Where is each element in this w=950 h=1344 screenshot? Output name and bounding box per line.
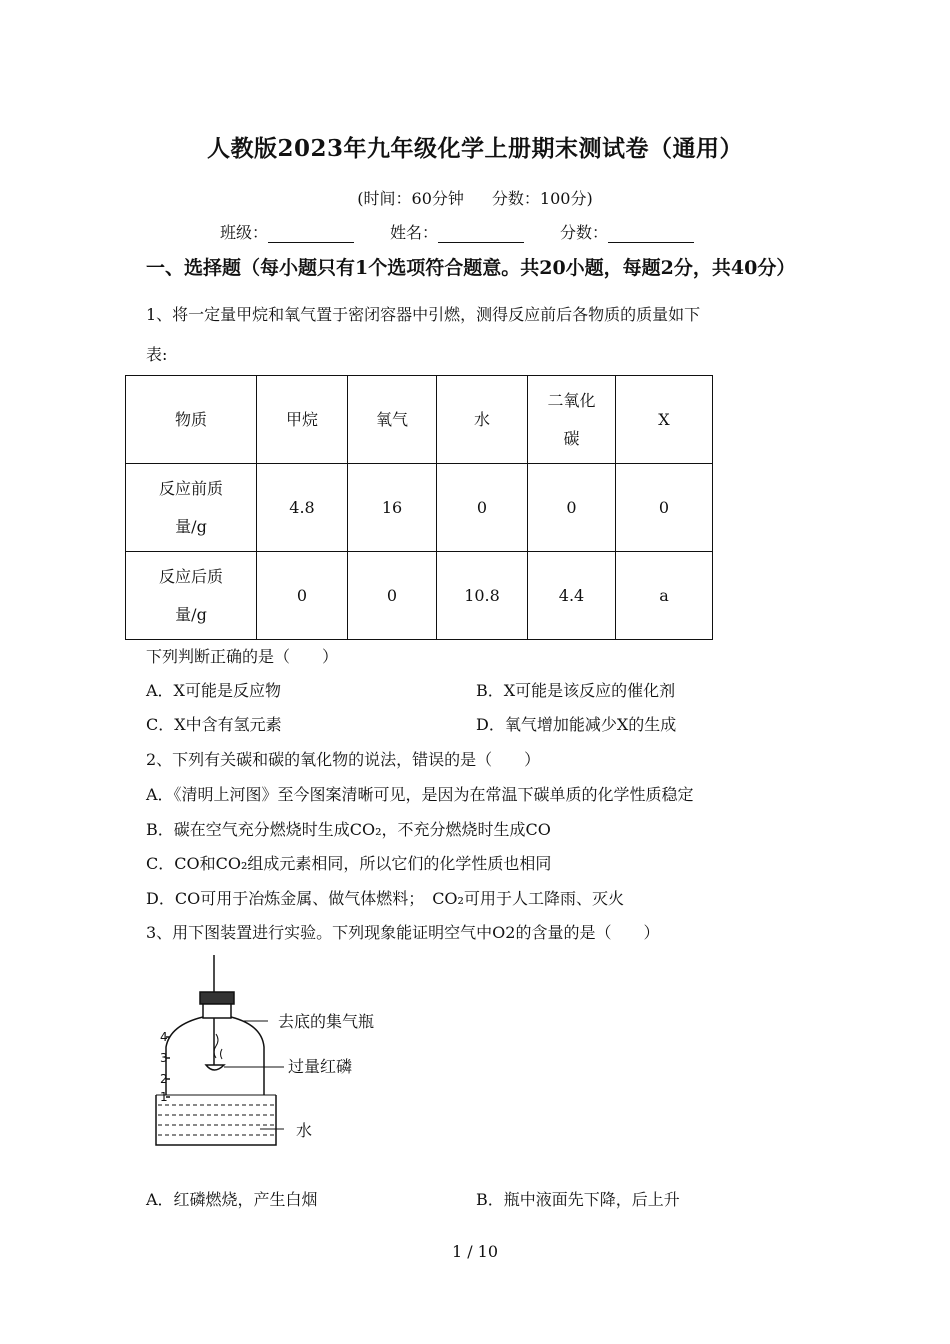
scale-label: 1 xyxy=(160,1090,168,1104)
table-cell: 4.4 xyxy=(528,552,616,640)
q1-prompt: 下列判断正确的是（ ） xyxy=(146,647,339,666)
water-label: 水 xyxy=(296,1121,313,1140)
score-label: 分数： xyxy=(560,223,609,242)
class-blank[interactable] xyxy=(268,226,354,243)
table-cell: 4.8 xyxy=(257,464,348,552)
table-cell: 0 xyxy=(528,464,616,552)
table-cell: 0 xyxy=(348,552,437,640)
table-cell: 0 xyxy=(257,552,348,640)
page-title: 人教版2023年九年级化学上册期末测试卷（通用） xyxy=(206,135,743,162)
mass-table xyxy=(125,375,713,640)
name-blank[interactable] xyxy=(438,226,524,243)
q1-option-b[interactable]: B．X可能是该反应的催化剂 xyxy=(476,681,676,700)
exam-total-score: 分数：100分) xyxy=(491,189,593,208)
table-cell: 反应后质量/g xyxy=(126,552,257,640)
table-header-row xyxy=(126,376,713,464)
student-fields xyxy=(220,220,730,243)
scale-label: 3 xyxy=(160,1051,168,1065)
table-row xyxy=(126,464,713,552)
table-cell: 0 xyxy=(437,464,528,552)
table-cell: 16 xyxy=(348,464,437,552)
q2-option-c[interactable]: C．CO和CO₂组成元素相同，所以它们的化学性质也相同 xyxy=(146,854,552,873)
q1-option-a[interactable]: A．X可能是反应物 xyxy=(146,681,281,700)
table-cell: 0 xyxy=(616,464,713,552)
q3-option-b[interactable]: B．瓶中液面先下降，后上升 xyxy=(476,1190,680,1209)
experiment-figure xyxy=(150,955,390,1159)
class-label: 班级： xyxy=(220,223,269,242)
scale-label: 2 xyxy=(160,1072,168,1086)
q2-option-b[interactable]: B．碳在空气充分燃烧时生成CO₂，不充分燃烧时生成CO xyxy=(146,820,551,839)
apparatus-diagram xyxy=(150,955,390,1155)
q1-option-c[interactable]: C．X中含有氢元素 xyxy=(146,715,282,734)
table-cell: 反应前质量/g xyxy=(126,464,257,552)
score-blank[interactable] xyxy=(608,226,694,243)
table-cell: 二氧化碳 xyxy=(528,376,616,464)
q1-option-d[interactable]: D．氧气增加能减少X的生成 xyxy=(476,715,677,734)
page-number: 1 / 10 xyxy=(451,1242,499,1261)
table-cell: 氧气 xyxy=(348,376,437,464)
q2-stem: 2、下列有关碳和碳的氧化物的说法，错误的是（ ） xyxy=(146,750,541,769)
table-cell: 10.8 xyxy=(437,552,528,640)
q1-stem-line2: 表: xyxy=(146,345,168,364)
scale-label: 4 xyxy=(160,1030,168,1044)
table-row xyxy=(126,552,713,640)
table-cell: 物质 xyxy=(126,376,257,464)
section-heading: 一、选择题（每小题只有1个选项符合题意。共20小题，每题2分，共40分） xyxy=(146,257,796,279)
q3-stem: 3、用下图装置进行实验。下列现象能证明空气中O2的含量的是（ ） xyxy=(146,923,660,942)
table-cell: a xyxy=(616,552,713,640)
exam-info xyxy=(0,186,950,209)
bottle-label: 去底的集气瓶 xyxy=(278,1012,375,1031)
table-cell: 甲烷 xyxy=(257,376,348,464)
q2-option-d[interactable]: D．CO可用于冶炼金属、做气体燃料； CO₂可用于人工降雨、灭火 xyxy=(146,889,624,908)
exam-time: (时间：60分钟 xyxy=(357,189,464,208)
q1-stem-line1: 1、将一定量甲烷和氧气置于密闭容器中引燃，测得反应前后各物质的质量如下 xyxy=(146,305,701,324)
q2-option-a[interactable]: A．《清明上河图》至今图案清晰可见，是因为在常温下碳单质的化学性质稳定 xyxy=(146,785,694,804)
name-label: 姓名： xyxy=(390,223,439,242)
q3-option-a[interactable]: A．红磷燃烧，产生白烟 xyxy=(146,1190,318,1209)
table-cell: X xyxy=(616,376,713,464)
table-cell: 水 xyxy=(437,376,528,464)
phosphorus-label: 过量红磷 xyxy=(288,1057,353,1076)
